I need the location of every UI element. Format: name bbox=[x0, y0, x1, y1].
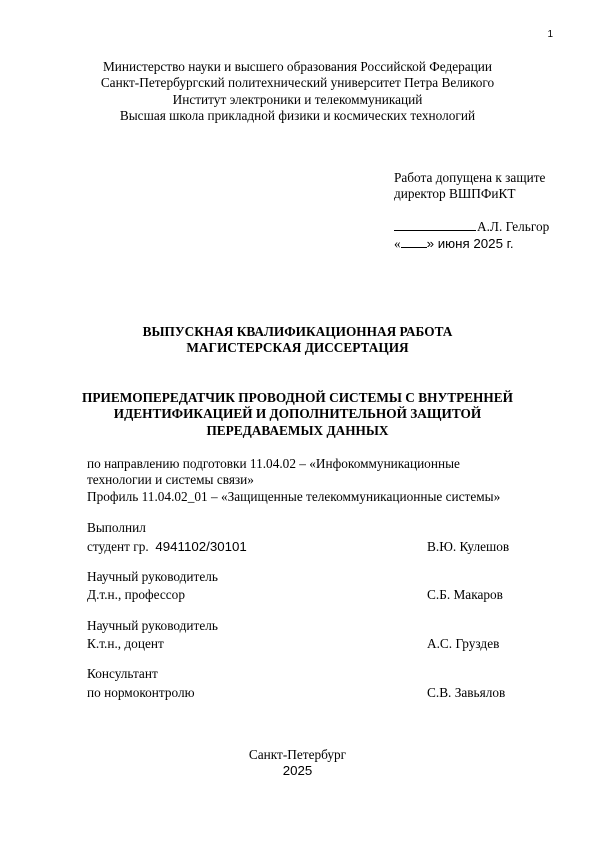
direction-line2: технологии и системы связи» bbox=[87, 472, 254, 488]
footer-year: 2025 bbox=[282, 763, 313, 779]
thesis-title bbox=[0, 390, 595, 439]
author-group: 4941102/30101 bbox=[155, 539, 247, 554]
work-type bbox=[0, 324, 595, 357]
study-direction bbox=[87, 456, 500, 505]
consultant-name: С.В. Завьялов bbox=[427, 685, 506, 700]
approval-date-line bbox=[394, 235, 514, 252]
footer bbox=[0, 747, 595, 780]
author-role bbox=[87, 539, 247, 555]
advisor1-role: Д.т.н., профессор bbox=[87, 587, 185, 602]
director-signature-line bbox=[394, 218, 549, 235]
author-heading: Выполнил bbox=[87, 520, 146, 535]
consultant-role: по нормоконтролю bbox=[87, 685, 195, 700]
approval-text: Работа допущена к защите bbox=[394, 170, 546, 185]
work-type-line2: МАГИСТЕРСКАЯ ДИССЕРТАЦИЯ bbox=[186, 340, 409, 356]
approval-position: директор ВШПФиКТ bbox=[394, 186, 516, 202]
school-line: Высшая школа прикладной физики и космических технологий bbox=[119, 107, 476, 123]
university-line: Санкт-Петербургский политехнический университет Петра Великого bbox=[100, 75, 495, 91]
advisor1-heading: Научный руководитель bbox=[87, 569, 218, 584]
date-day-blank bbox=[401, 235, 427, 248]
advisor2-name: А.С. Груздев bbox=[427, 636, 500, 651]
thesis-title-line1: ПРИЕМОПЕРЕДАТЧИК ПРОВОДНОЙ СИСТЕМЫ С ВНУТРЕННЕЙ bbox=[82, 390, 513, 405]
institute-line: Институт электроники и телекоммуникаций bbox=[172, 91, 423, 107]
advisor1-name: С.Б. Макаров bbox=[427, 587, 503, 602]
author-name: В.Ю. Кулешов bbox=[427, 539, 510, 554]
ministry-line: Министерство науки и высшего образования Российской Федерации bbox=[102, 59, 493, 74]
profile-line: Профиль 11.04.02_01 – «Защищенные телекоммуникационные системы» bbox=[87, 488, 501, 504]
consultant-heading: Консультант bbox=[87, 666, 158, 681]
author-role-prefix: студент гр. bbox=[87, 539, 149, 554]
date-rest: » июня 2025 г. bbox=[426, 236, 514, 251]
signature-blank bbox=[394, 218, 476, 231]
advisor2-heading: Научный руководитель bbox=[87, 618, 218, 633]
director-name: А.Л. Гельгор bbox=[477, 219, 550, 234]
thesis-title-line3: ПЕРЕДАВАЕМЫХ ДАННЫХ bbox=[206, 422, 389, 438]
page-number: 1 bbox=[547, 29, 553, 40]
advisor2-role: К.т.н., доцент bbox=[87, 636, 164, 651]
approval-block bbox=[394, 170, 545, 203]
direction-line1: по направлению подготовки 11.04.02 – «Инфокоммуникационные bbox=[87, 456, 460, 471]
work-type-line1: ВЫПУСКНАЯ КВАЛИФИКАЦИОННАЯ РАБОТА bbox=[142, 324, 453, 339]
organization-header bbox=[0, 59, 595, 124]
footer-city: Санкт-Петербург bbox=[248, 747, 347, 762]
date-open-quote: « bbox=[394, 236, 401, 251]
thesis-title-line2: ИДЕНТИФИКАЦИЕЙ И ДОПОЛНИТЕЛЬНОЙ ЗАЩИТОЙ bbox=[113, 406, 482, 422]
